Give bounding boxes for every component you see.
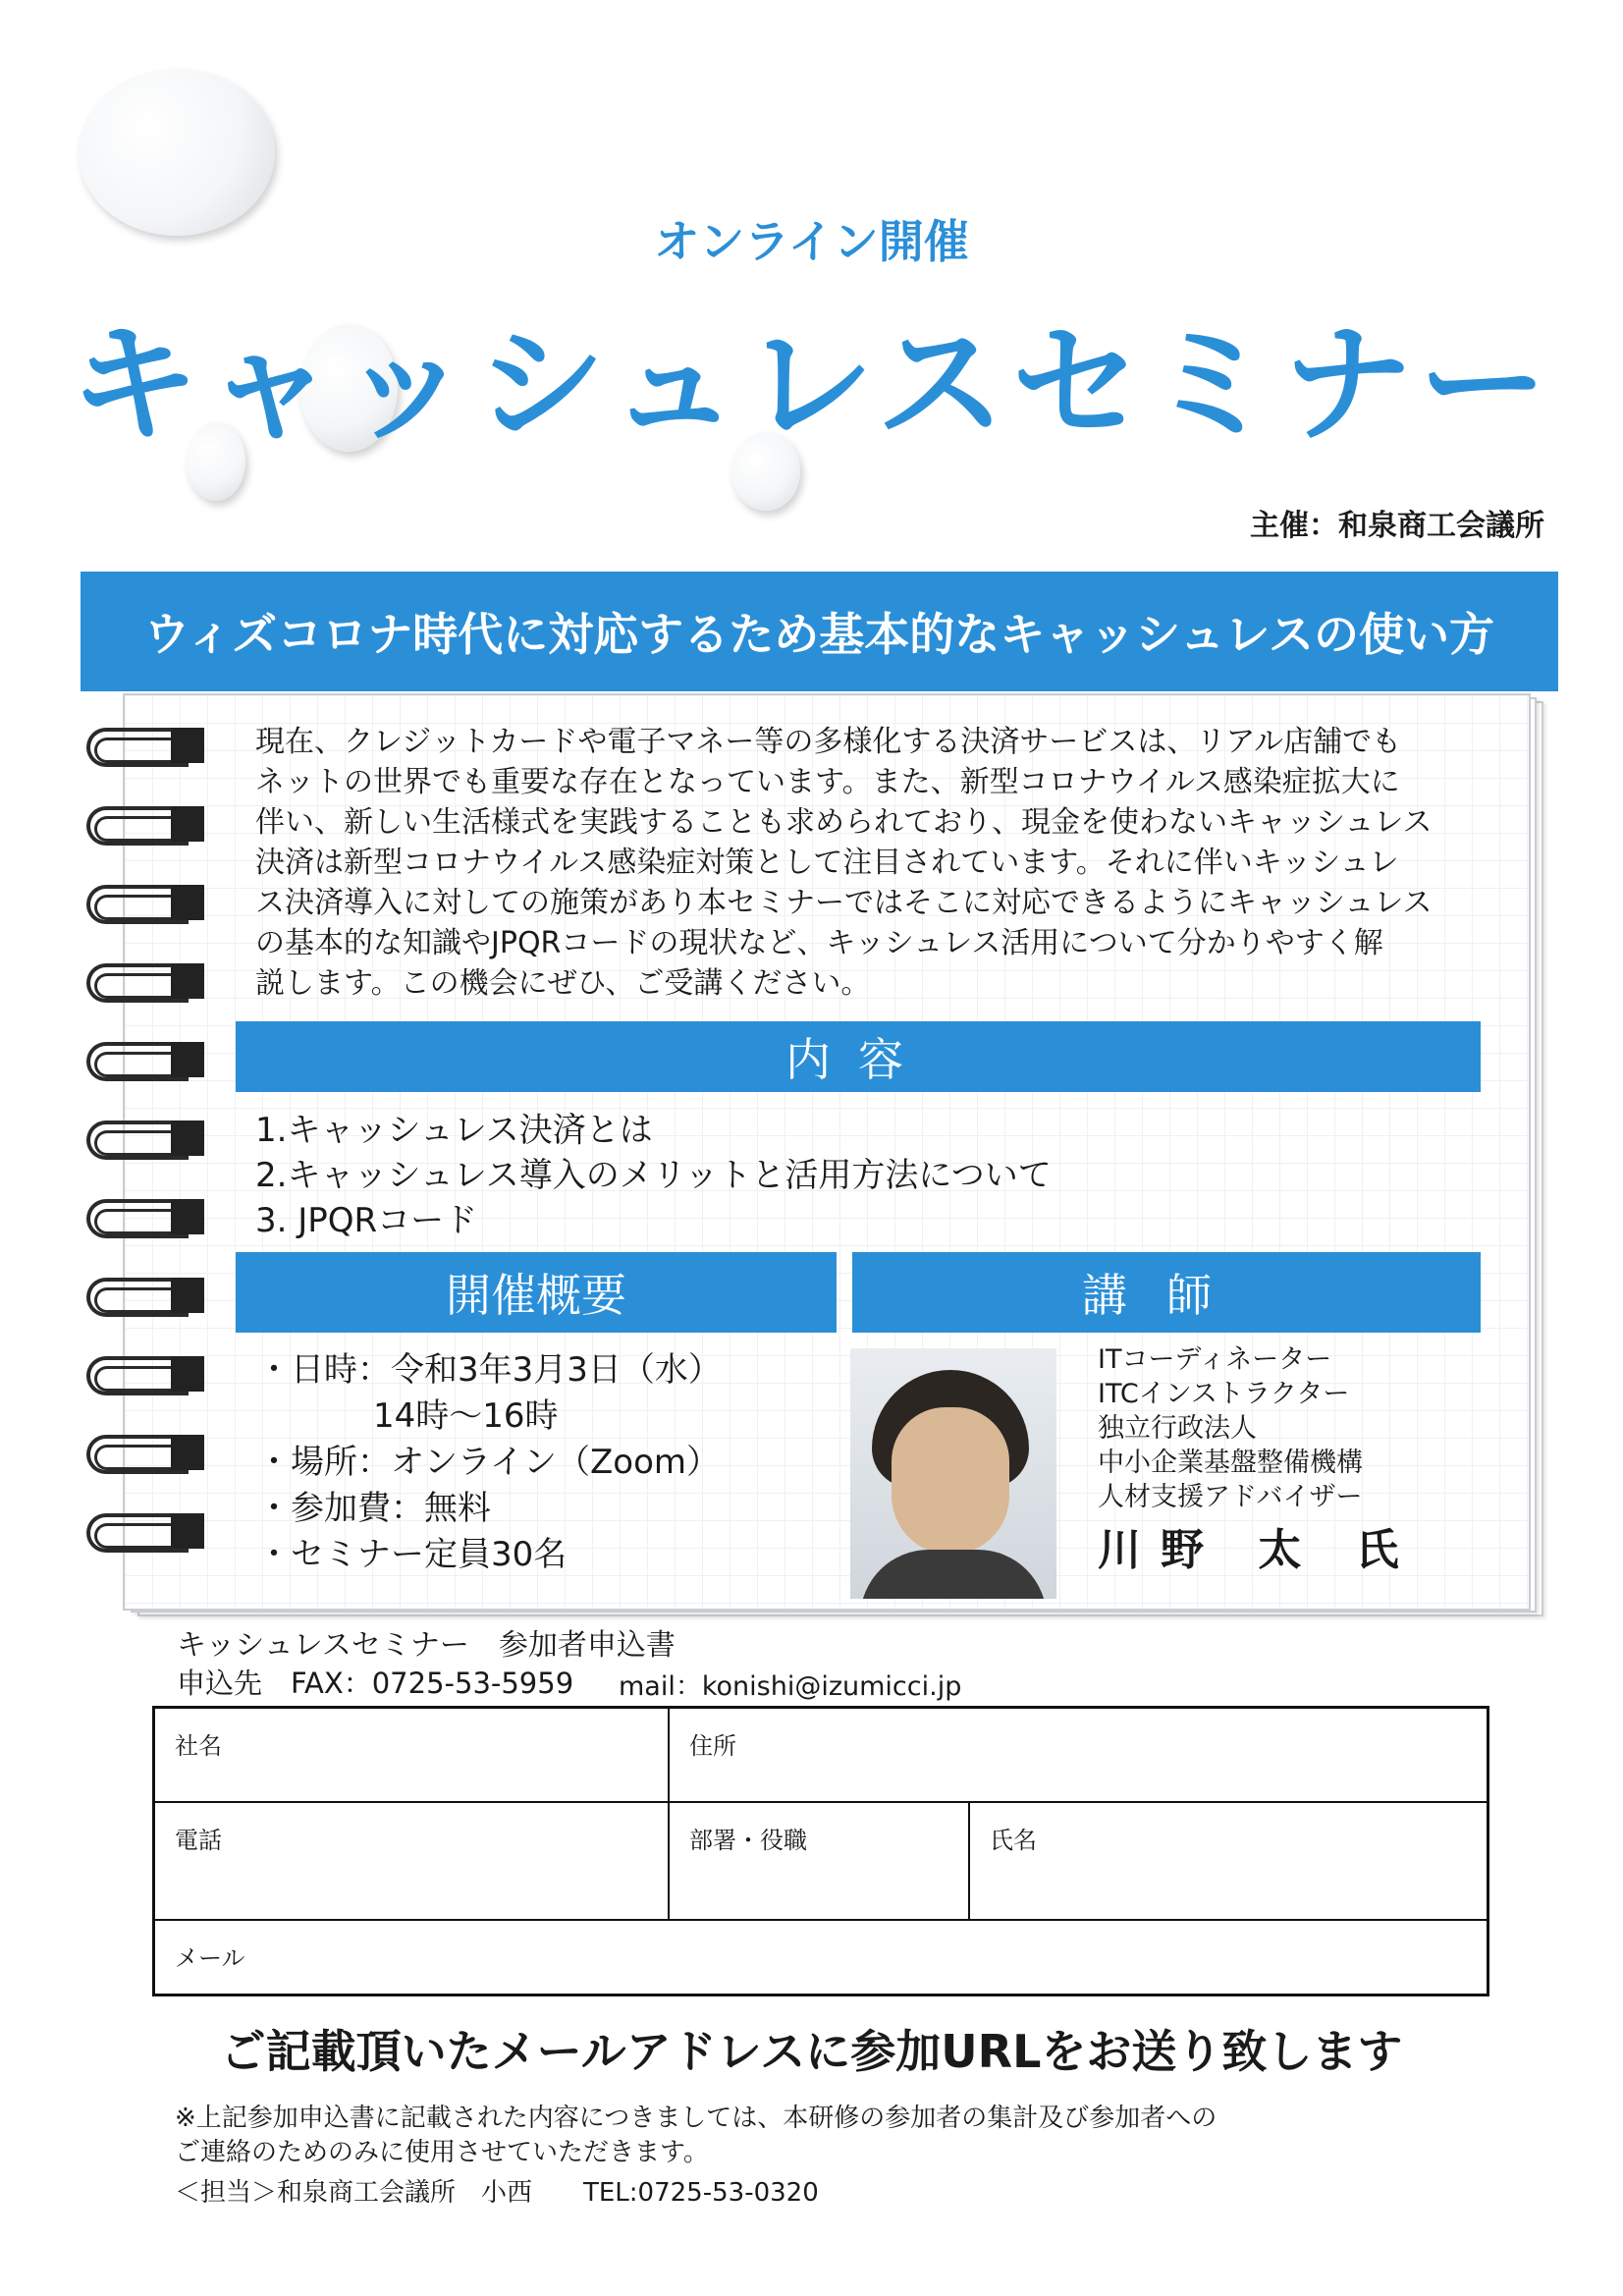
spiral-ring-icon [86, 800, 204, 847]
spiral-ring-icon [86, 879, 204, 926]
company-field[interactable] [155, 1709, 670, 1803]
spiral-ring-icon [86, 1115, 204, 1162]
online-label: オンライン開催 [654, 215, 969, 268]
lecturer-heading: 講師 [852, 1252, 1481, 1333]
lecturer-name: 川野 太 氏 [1098, 1525, 1419, 1575]
lecturer-title-line: ITCインストラクター [1098, 1379, 1350, 1409]
form-mail: mail：konishi@izumicci.jp [619, 1671, 962, 1702]
company-label: 社名 [175, 1732, 222, 1760]
department-field[interactable] [670, 1803, 970, 1921]
phone-field[interactable] [155, 1803, 670, 1921]
list-item: 3. JPQRコード [255, 1201, 478, 1240]
spiral-ring-icon [86, 1036, 204, 1083]
subtitle-banner: ウィズコロナ時代に対応するため基本的なキャッシュレスの使い方 [81, 572, 1558, 691]
intro-line: 伴い、新しい生活様式を実践することも求められており、現金を使わないキャッシュレス [255, 805, 1433, 840]
phone-label: 電話 [175, 1827, 222, 1854]
list-item: 1.キャッシュレス決済とは [255, 1111, 653, 1150]
disclaimer [175, 2102, 1217, 2170]
spiral-ring-icon [86, 957, 204, 1005]
overview-fee: ・参加費：無料 [257, 1489, 491, 1528]
email-label: メール [175, 1944, 245, 1972]
intro-text [255, 722, 1463, 1004]
lecturer-photo [850, 1348, 1056, 1599]
content-heading: 内容 [236, 1021, 1481, 1092]
lecturer-title-line: 中小企業基盤整備機構 [1098, 1448, 1363, 1478]
lecturer-titles [1098, 1342, 1363, 1514]
overview-list [257, 1347, 722, 1578]
address-label: 住所 [689, 1732, 736, 1760]
overview-date: ・日時：令和3年3月3日（水） [257, 1350, 722, 1390]
name-label: 氏名 [990, 1827, 1037, 1854]
application-form [152, 1706, 1489, 1996]
email-field[interactable] [155, 1921, 1487, 1994]
list-item: 2.キャッシュレス導入のメリットと活用方法について [255, 1156, 1052, 1195]
notice-text: ご記載頂いたメールアドレスに参加URLをお送り致します [220, 2025, 1403, 2078]
organizer: 主催：和泉商工会議所 [1250, 509, 1544, 543]
spiral-ring-icon [86, 1350, 204, 1397]
spiral-ring-icon [86, 1272, 204, 1319]
intro-line: 決済は新型コロナウイルス感染症対策として注目されています。それに伴いキッシュレ [255, 846, 1399, 880]
spiral-ring-icon [86, 1193, 204, 1240]
overview-capacity: ・セミナー定員30名 [257, 1535, 568, 1574]
spiral-ring-icon [86, 722, 204, 769]
intro-line: の基本的な知識やJPQRコードの現状など、キッシュレス活用について分かりやすく解 [255, 926, 1383, 960]
page-title: キャッシュレスセミナー [69, 309, 1554, 461]
lecturer-title-line: 独立行政法人 [1098, 1413, 1257, 1444]
address-field[interactable] [670, 1709, 1487, 1803]
form-title: キッシュレスセミナー 参加者申込書 [177, 1628, 676, 1663]
spiral-ring-icon [86, 1507, 204, 1555]
intro-line: ネットの世界でも重要な存在となっています。また、新型コロナウイルス感染症拡大に [255, 765, 1400, 799]
form-fax: 申込先 FAX：0725-53-5959 [177, 1667, 574, 1700]
disclaimer-line: ご連絡のためのみに使用させていただきます。 [175, 2138, 709, 2167]
overview-time: 14時～16時 [373, 1396, 559, 1436]
department-label: 部署・役職 [689, 1827, 807, 1854]
name-field[interactable] [970, 1803, 1487, 1921]
spiral-ring-icon [86, 1429, 204, 1476]
overview-heading: 開催概要 [236, 1252, 837, 1333]
intro-line: ス決済導入に対しての施策があり本セミナーではそこに対応できるようにキャッシュレス [255, 886, 1433, 920]
contact-info: ＜担当＞和泉商工会議所 小西 TEL:0725-53-0320 [175, 2178, 819, 2208]
intro-line: 現在、クレジットカードや電子マネー等の多様化する決済サービスは、リアル店舗でも [255, 725, 1402, 759]
intro-line: 説します。この機会にぜひ、ご受講ください。 [255, 966, 871, 1001]
disclaimer-line: ※上記参加申込書に記載された内容につきましては、本研修の参加者の集計及び参加者への [175, 2104, 1217, 2133]
overview-place: ・場所：オンライン（Zoom） [257, 1443, 720, 1482]
lecturer-title-line: ITコーディネーター [1098, 1344, 1332, 1375]
lecturer-title-line: 人材支援アドバイザー [1098, 1482, 1363, 1512]
content-list [255, 1108, 1052, 1243]
